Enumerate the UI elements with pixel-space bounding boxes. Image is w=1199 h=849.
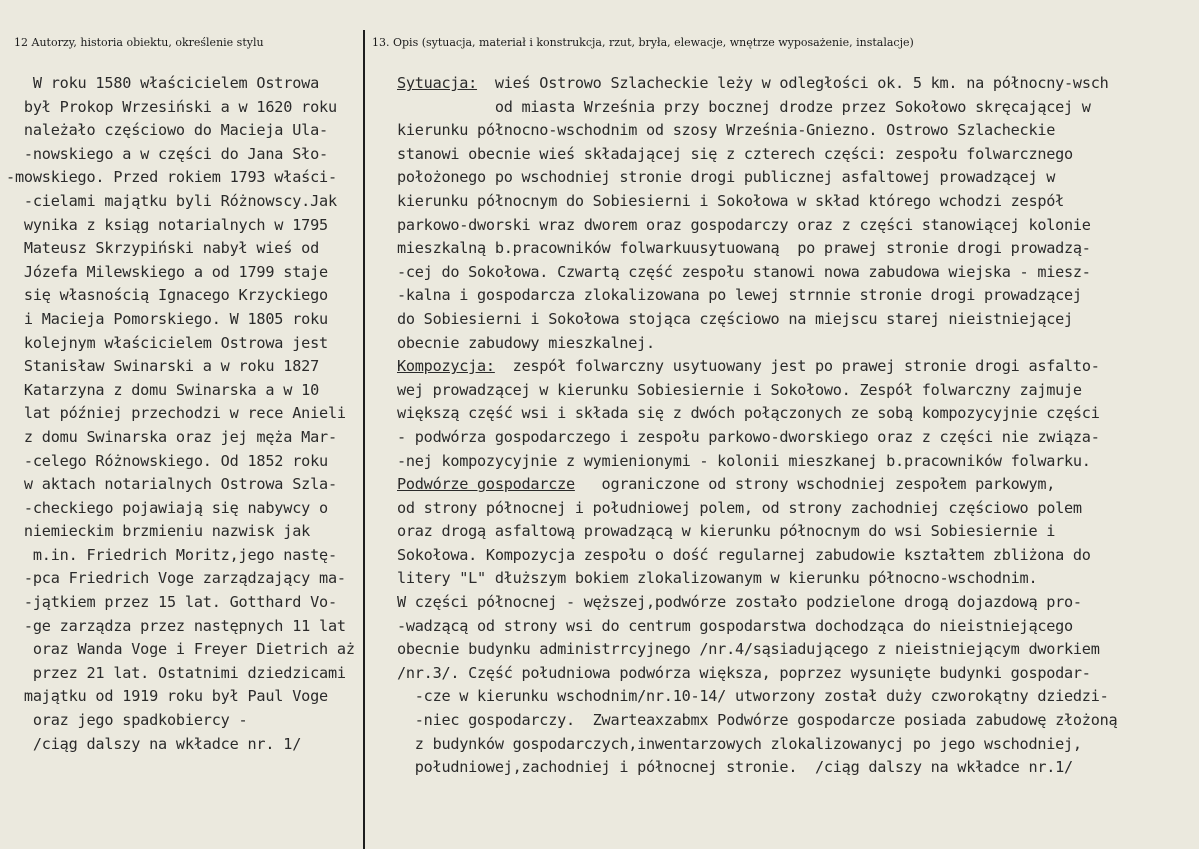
history-line: się własnością Ignacego Krzyckiego — [6, 286, 328, 305]
history-line: -cielami majątku byli Różnowscy.Jak — [6, 191, 337, 210]
description-line — [397, 355, 1197, 379]
history-line: kolejnym właścicielem Ostrowa jest — [6, 333, 328, 352]
description-line — [397, 662, 1197, 686]
description-line-text: zespół folwarczny usytuowany jest po prawej stronie drogi asfalto- — [494, 357, 1100, 376]
description-line — [397, 638, 1197, 662]
history-line: -mowskiego. Przed rokiem 1793 właści- — [6, 168, 337, 187]
history-line: niemieckim brzmieniu nazwisk jak — [6, 522, 311, 541]
description-line — [397, 190, 1197, 214]
description-line — [397, 473, 1197, 497]
description-line — [397, 591, 1197, 615]
history-line: Katarzyna z domu Swinarska a w 10 — [6, 380, 320, 399]
history-line: -pca Friedrich Voge zarządzający ma- — [6, 569, 346, 588]
description-line — [397, 520, 1197, 544]
description-line — [397, 308, 1197, 332]
history-line: -jątkiem przez 15 lat. Gotthard Vo- — [6, 593, 337, 612]
description-line-text: -cej do Sokołowa. Czwartą część zespołu stanowi nowa zabudowa wiejska - miesz- — [397, 262, 1091, 281]
history-line: był Prokop Wrzesiński a w 1620 roku — [6, 97, 337, 116]
description-line-text: obecnie zabudowy mieszkalnej. — [397, 333, 655, 352]
history-line: wynika z ksiąg notarialnych w 1795 — [6, 215, 328, 234]
description-line-text: -niec gospodarczy. Zwarteaxzabmx Podwórze gospodarcze posiada zabudowę złożoną — [397, 711, 1118, 730]
history-line: lat później przechodzi w rece Anieli — [6, 404, 346, 423]
description-line-text: - podwórza gospodarczego i zespołu parkowo-dworskiego oraz z części nie związa- — [397, 427, 1100, 446]
description-line-text: /nr.3/. Część południowa podwórza większa, poprzez wysunięte budynki gospodar- — [397, 663, 1091, 682]
description-line-text: ograniczone od strony wschodniej zespołem parkowym, — [574, 475, 1056, 494]
description-line-text: wej prowadzącej w kierunku Sobiesiernie i Sokołowo. Zespół folwarczny zajmuje — [397, 380, 1082, 399]
description-line-text: kierunku północno-wschodnim od szosy Września-Gniezno. Ostrowo Szlacheckie — [397, 121, 1056, 140]
history-line: Józefa Milewskiego a od 1799 staje — [6, 262, 328, 281]
description-line — [397, 214, 1197, 238]
history-line: Mateusz Skrzypiński nabył wieś od — [6, 239, 320, 258]
description-line — [397, 332, 1197, 356]
description-line-text: wieś Ostrowo Szlacheckie leży w odległości ok. 5 km. na północny-wsch — [477, 74, 1109, 92]
description-line — [397, 426, 1197, 450]
description-line-text: z budynków gospodarczych,inwentarzowych zlokalizowanycj po jego wschodniej, — [397, 734, 1082, 753]
description-text-column — [397, 72, 1197, 780]
history-line: Stanisław Swinarski a w roku 1827 — [6, 357, 320, 376]
description-line-text: mieszkalną b.pracowników folwarkuusytuowaną po prawej stronie drogi prowadzą- — [397, 239, 1091, 258]
description-line-text: obecnie budynku administrrcyjnego /nr.4/sąsiadującego z nieistniejącym dworkiem — [397, 640, 1100, 659]
description-line-text: stanowi obecnie wieś składającej się z czterech części: zespołu folwarcznego — [397, 144, 1073, 163]
description-line — [397, 237, 1197, 261]
history-line: w aktach notarialnych Ostrowa Szla- — [6, 475, 337, 494]
description-line-text: kierunku północnym do Sobiesierni i Sokołowa w skład którego wchodzi zespół — [397, 191, 1065, 210]
description-line-text: litery "L" dłuższym bokiem zlokalizowanym w kierunku północno-wschodnim. — [397, 569, 1038, 588]
description-line — [397, 685, 1197, 709]
history-line: /ciąg dalszy na wkładce nr. 1/ — [6, 734, 302, 753]
history-line: -nowskiego a w części do Jana Sło- — [6, 144, 328, 163]
history-line: oraz Wanda Voge i Freyer Dietrich aż — [6, 640, 355, 659]
history-line: m.in. Friedrich Moritz,jego nastę- — [6, 545, 337, 564]
description-line — [397, 497, 1197, 521]
history-line: W roku 1580 właścicielem Ostrowa — [6, 74, 320, 92]
description-line — [397, 402, 1197, 426]
description-line — [397, 733, 1197, 757]
description-line — [397, 615, 1197, 639]
description-line-text: parkowo-dworski wraz dworem oraz gospodarczy oraz z części stanowiącej kolonie — [397, 215, 1091, 234]
description-line — [397, 284, 1197, 308]
history-line: należało częściowo do Macieja Ula- — [6, 121, 328, 140]
description-line — [397, 709, 1197, 733]
history-line: przez 21 lat. Ostatnimi dziedzicami — [6, 663, 346, 682]
history-text-column — [6, 72, 362, 756]
history-line: -ge zarządza przez następnych 11 lat — [6, 616, 346, 635]
description-line — [397, 96, 1197, 120]
history-line: z domu Swinarska oraz jej męża Mar- — [6, 427, 337, 446]
history-line: -checkiego pojawiają się nabywcy o — [6, 498, 328, 517]
description-line-text: południowej,zachodniej i północnej stronie. /ciąg dalszy na wkładce nr.1/ — [397, 758, 1073, 777]
description-line-text: -nej kompozycyjnie z wymienionymi - kolonii mieszkanej b.pracowników folwarku. — [397, 451, 1091, 470]
description-line — [397, 544, 1197, 568]
description-line — [397, 72, 1197, 96]
right-column-heading: 13. Opis (sytuacja, materiał i konstrukcja, rzut, bryła, elewacje, wnętrze wyposażenie, instalacje) — [372, 36, 914, 49]
description-line-text: -wadzącą od strony wsi do centrum gospodarstwa dochodząca do nieistniejącego — [397, 616, 1073, 635]
left-column-heading: 12 Autorzy, historia obiektu, określenie stylu — [14, 36, 264, 49]
history-line: oraz jego spadkobiercy - — [6, 711, 248, 730]
description-line-text: -cze w kierunku wschodnim/nr.10-14/ utworzony został duży czworokątny dziedzi- — [397, 687, 1109, 706]
description-line-text: większą część wsi i składa się z dwóch połączonych ze sobą kompozycyjnie części — [397, 404, 1100, 423]
column-divider — [363, 30, 365, 849]
description-line-text: od strony północnej i południowej polem, od strony zachodniej częściowo polem — [397, 498, 1082, 517]
description-line — [397, 119, 1197, 143]
description-line-text: Sokołowa. Kompozycja zespołu o dość regularnej zabudowie kształtem zbliżona do — [397, 545, 1091, 564]
history-line: -celego Różnowskiego. Od 1852 roku — [6, 451, 328, 470]
description-line-text: W części północnej - węższej,podwórze zostało podzielone drogą dojazdową pro- — [397, 593, 1082, 612]
description-line — [397, 261, 1197, 285]
description-line-text: do Sobiesierni i Sokołowa stojąca częściowo na miejscu starej nieistniejącej — [397, 309, 1073, 328]
section-label: Kompozycja: — [397, 357, 495, 376]
description-line — [397, 450, 1197, 474]
description-line-text: oraz drogą asfaltową prowadzącą w kierunku północnym do wsi Sobiesiernie i — [397, 522, 1056, 541]
description-line-text: położonego po wschodniej stronie drogi publicznej asfaltowej prowadzącej w — [397, 168, 1056, 187]
description-line-text: -kalna i gospodarcza zlokalizowana po lewej strnnie stronie drogi prowadzącej — [397, 286, 1082, 305]
description-line — [397, 166, 1197, 190]
description-line — [397, 756, 1197, 780]
description-line-text: od miasta Września przy bocznej drodze przez Sokołowo skręcającej w — [397, 97, 1091, 116]
description-line — [397, 143, 1197, 167]
description-line — [397, 379, 1197, 403]
description-line — [397, 567, 1197, 591]
history-line: i Macieja Pomorskiego. W 1805 roku — [6, 309, 328, 328]
section-label: Sytuacja: — [397, 74, 478, 92]
section-label: Podwórze gospodarcze — [397, 475, 575, 494]
history-line: majątku od 1919 roku był Paul Voge — [6, 687, 328, 706]
